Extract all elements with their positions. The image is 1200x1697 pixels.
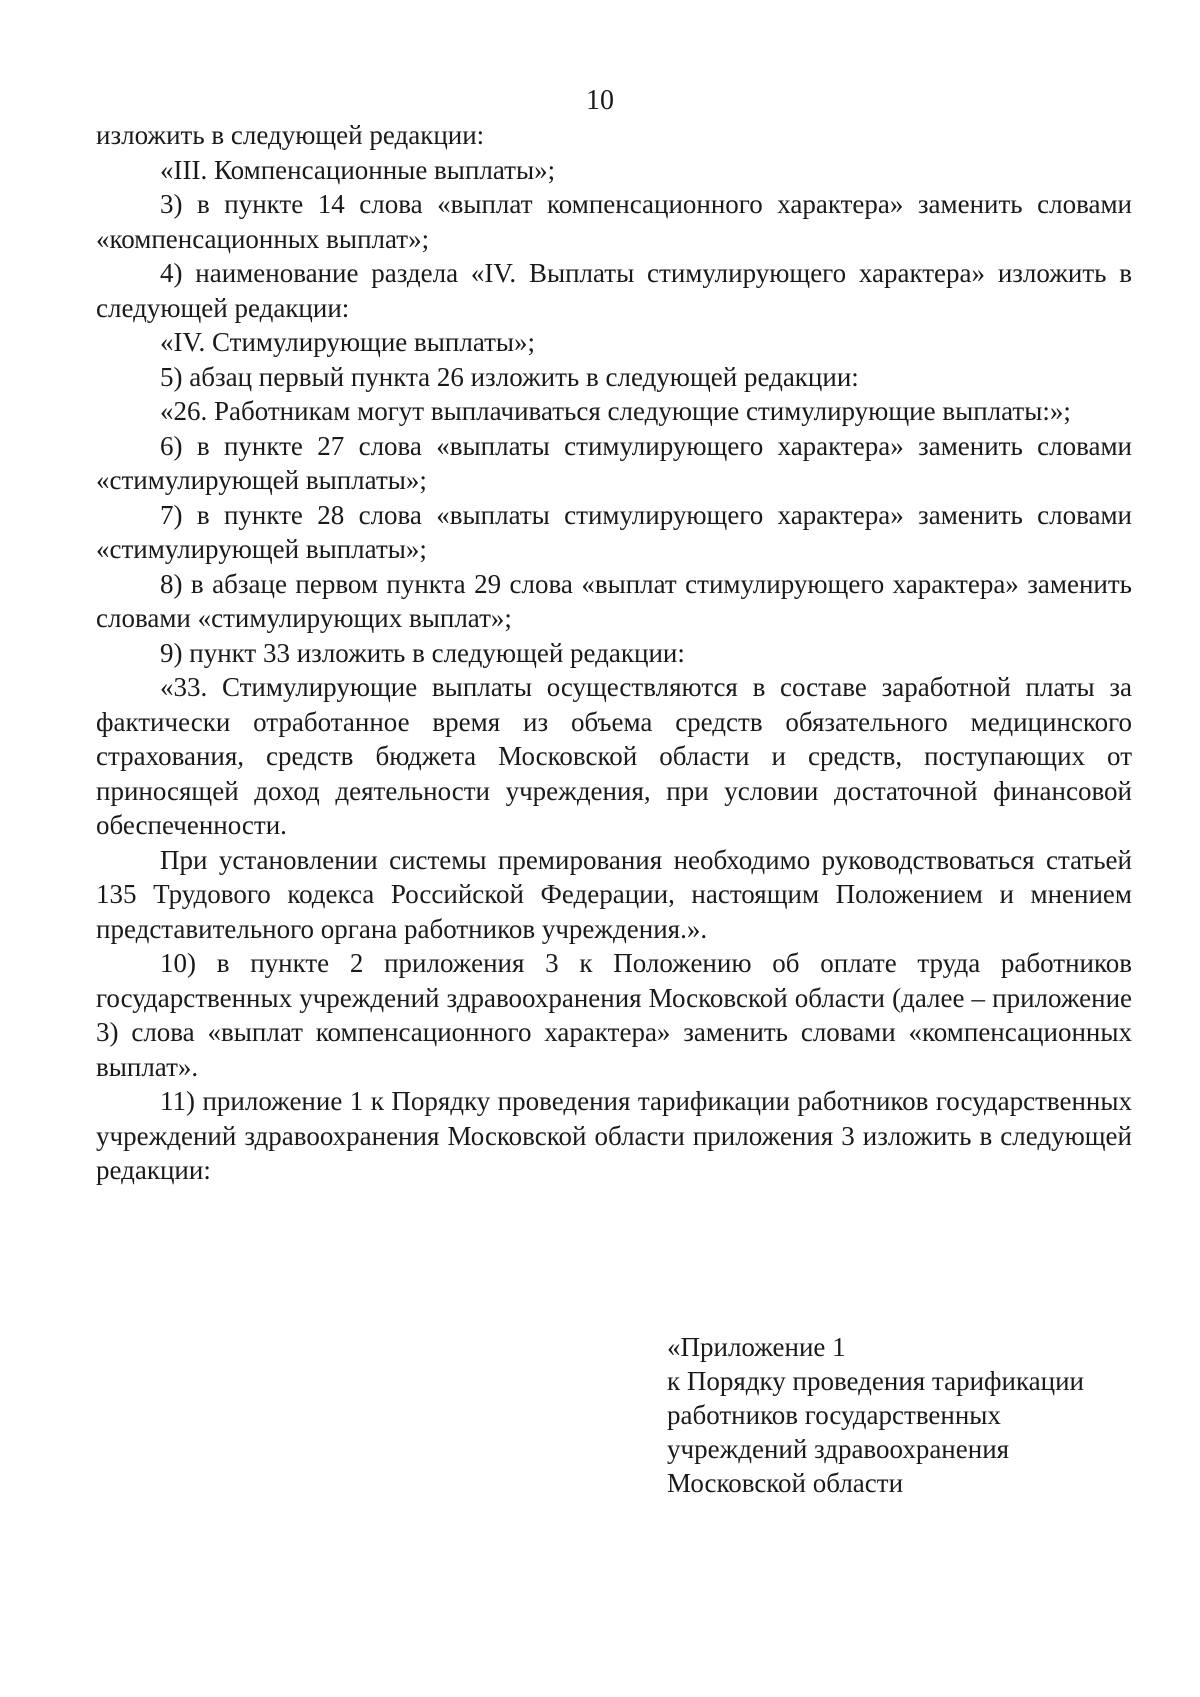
- annex-heading-line: работников государственных: [667, 1400, 1001, 1430]
- annex-heading-line: «Приложение 1: [667, 1332, 846, 1362]
- paragraph-item-9: 9) пункт 33 изложить в следующей редакции:: [160, 637, 685, 668]
- paragraph-item-6: 6) в пункте 27 слова «выплаты стимулирующего характера» заменить словами «стимулирующей выплаты»;: [96, 430, 1132, 495]
- paragraph-intro: изложить в следующей редакции:: [96, 120, 485, 150]
- paragraph-item-10: 10) в пункте 2 приложения 3 к Положению об оплате труда работников государственных учреждений здравоохранения Московской области (далее – приложение 3) слова «выплат компенсационного характера» заменить словами «компенсационных выплат».: [96, 948, 1132, 1082]
- paragraph-section-iii-title: «III. Компенсационные выплаты»;: [160, 154, 556, 185]
- paragraph-item-3: 3) в пункте 14 слова «выплат компенсационного характера» заменить словами «компенсационных выплат»;: [96, 189, 1132, 254]
- annex-heading-line: Московской области: [667, 1468, 904, 1498]
- page-number: 10: [586, 85, 614, 116]
- annex-heading-line: к Порядку проведения тарификации: [667, 1366, 1085, 1396]
- paragraph-item-33-text: «33. Стимулирующие выплаты осуществляются в составе заработной платы за фактически отработанное время из объема средств обязательного медицинского страхования, средств бюджета Московской области и средств, поступающих от приносящей доход деятельности учреждения, при условии достаточной финансовой обеспеченности.: [96, 672, 1132, 840]
- paragraph-section-iv-title: «IV. Стимулирующие выплаты»;: [160, 327, 536, 357]
- annex-heading-line: учреждений здравоохранения: [667, 1434, 1010, 1464]
- paragraph-item-8: 8) в абзаце первом пункта 29 слова «выплат стимулирующего характера» заменить словами «стимулирующих выплат»;: [96, 568, 1132, 633]
- annex-heading: [667, 1330, 1137, 1500]
- document-body: [96, 118, 1132, 1188]
- paragraph-item-5: 5) абзац первый пункта 26 изложить в следующей редакции:: [160, 361, 859, 392]
- paragraph-item-4: 4) наименование раздела «IV. Выплаты стимулирующего характера» изложить в следующей редакции:: [96, 258, 1132, 323]
- paragraph-item-7: 7) в пункте 28 слова «выплаты стимулирующего характера» заменить словами «стимулирующей выплаты»;: [96, 499, 1132, 564]
- paragraph-item-11: 11) приложение 1 к Порядку проведения тарификации работников государственных учреждений здравоохранения Московской области приложения 3 изложить в следующей редакции:: [96, 1086, 1132, 1185]
- paragraph-item-26-text: «26. Работникам могут выплачиваться следующие стимулирующие выплаты:»;: [160, 396, 1071, 426]
- paragraph-bonus-system: При установлении системы премирования необходимо руководствоваться статьей 135 Трудового кодекса Российской Федерации, настоящим Положением и мнением представительного органа работников учреждения.».: [96, 844, 1132, 944]
